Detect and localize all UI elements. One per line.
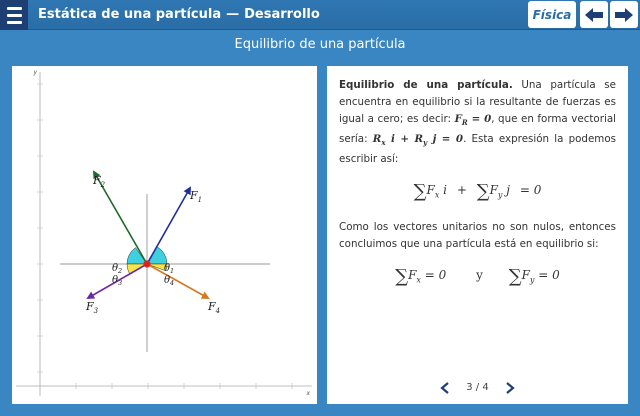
axis-ticks [37,84,292,389]
section-title: Equilibrio de una partícula [234,37,406,52]
angle-sector-2 [127,248,147,264]
y-axis-label: y [33,69,37,76]
title-topic: Estática de una partícula [38,7,222,22]
top-bar [0,0,640,30]
angle-label-2: $\theta_2$ [112,263,123,275]
paragraph-conclusion: Como los vectores unitarios no son nulos, entonces concluimos que una partícula está en equilibrio si: [339,221,616,251]
subject-button[interactable]: Física [528,1,576,28]
lead-term: Equilibrio de una partícula. [339,79,513,91]
equation-components: $\sum F_x = 0$ y $\sum F_y = 0$ [395,266,560,288]
force-label-2: $F_2$ [93,174,106,189]
arrow-left-icon [585,8,603,22]
formula-inline-1: $F_R = 0$ [454,113,492,128]
pager [327,379,628,396]
angle-label-3: $\theta_3$ [112,275,123,287]
hamburger-icon-line [7,7,22,10]
angle-sector-1 [147,247,167,264]
force-label-1: $F_1$ [190,189,203,204]
app-title [38,7,320,22]
paragraph-equilibrium: Equilibrio de una partícula. Una partícula se encuentra en equilibrio si la resultante de fuerzas es igual a cero; es decir: $F_R = 0$, que en forma vectorial sería: $R_x$ $i + R_y$ j = 0. Esta expresión la podemos escribir así: [339,79,616,166]
graph-panel[interactable] [12,66,317,404]
title-subtitle: Desarrollo [244,7,320,22]
force-vector-1 [147,188,190,264]
force-vector-4 [147,264,208,298]
equation-sum-vector: $\sum F_x$ $i + \sum F_y$ j = 0 [413,181,542,203]
hamburger-icon-line [7,21,22,24]
hamburger-icon-line [7,14,22,17]
origin-point[interactable] [143,260,150,267]
title-separator: — [226,7,240,22]
chevron-left-icon[interactable] [440,382,450,394]
force-diagram [12,66,317,404]
formula-inline-2: $R_x$ $i + R_y$ j = 0 [372,133,464,148]
page-indicator: 3 / 4 [466,382,489,393]
previous-button[interactable] [580,1,608,28]
arrow-right-icon [615,8,633,22]
x-axis-label: x [306,390,310,397]
explanation-panel [327,66,628,404]
next-button[interactable] [610,1,638,28]
angle-label-1: $\theta_1$ [164,263,175,275]
force-label-4: $F_4$ [208,300,221,315]
force-label-3: $F_3$ [86,300,99,315]
angle-label-4: $\theta_4$ [164,275,175,287]
chevron-right-icon[interactable] [505,382,515,394]
menu-button[interactable] [0,0,28,30]
